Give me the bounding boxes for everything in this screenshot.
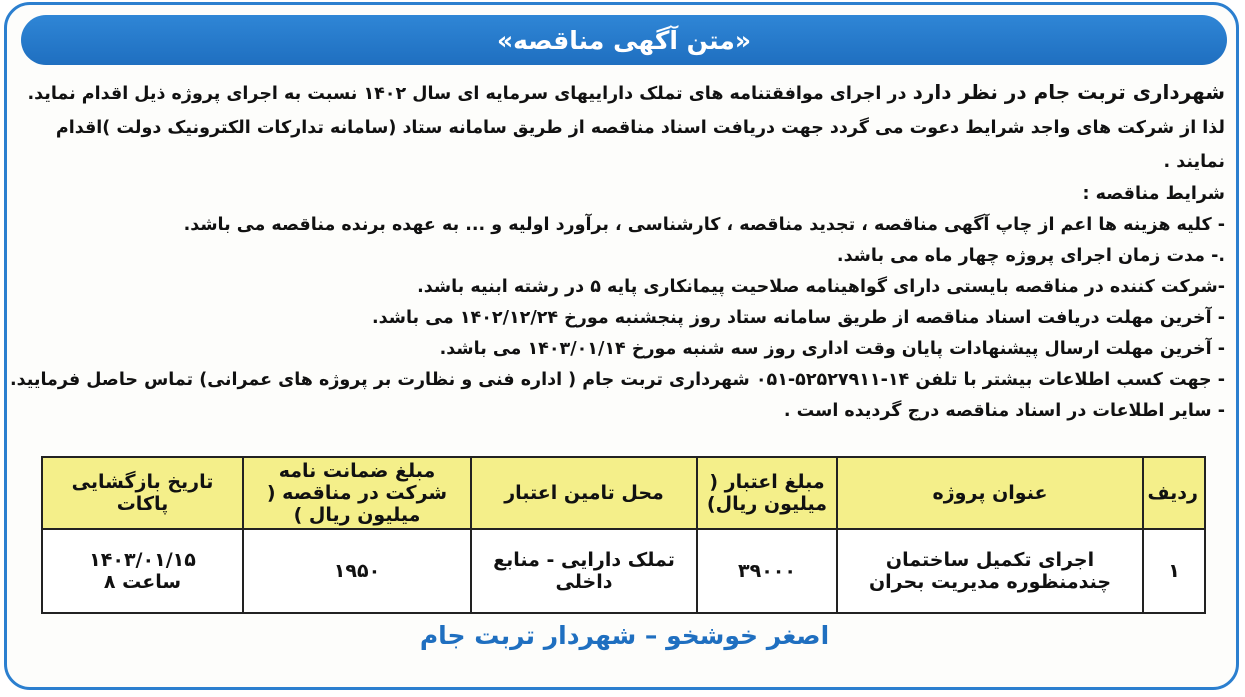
cell-credit-amount: ۳۹۰۰۰	[697, 529, 837, 613]
condition-item: - آخرین مهلت ارسال پیشنهادات پایان وقت اداری روز سه شنبه مورخ ۱۴۰۳/۰۱/۱۴ می باشد.	[439, 339, 1225, 359]
header-opening-date: تاریخ بازگشایی پاکات	[42, 457, 243, 529]
cell-guarantee-amount: ۱۹۵۰	[243, 529, 471, 613]
notice-title: «متن آگهی مناقصه»	[496, 25, 752, 55]
cell-opening-date	[42, 529, 243, 613]
notice-body	[9, 75, 1225, 427]
condition-item: - سایر اطلاعات در اسناد مناقصه درج گردیده است .	[783, 401, 1225, 421]
cell-funding-source: تملک دارایی - منابع داخلی	[471, 529, 697, 613]
cell-row-number: ۱	[1143, 529, 1205, 613]
condition-item: - آخرین مهلت دریافت اسناد مناقصه از طریق سامانه ستاد روز پنجشنبه مورخ ۱۴۰۲/۱۲/۲۴ می باشد.	[372, 308, 1225, 328]
header-project-title: عنوان پروژه	[837, 457, 1143, 529]
cell-project-title: اجرای تکمیل ساختمان چندمنظوره مدیریت بحران	[837, 529, 1143, 613]
header-credit-amount: مبلغ اعتبار ( میلیون ریال)	[697, 457, 837, 529]
conditions-heading: شرایط مناقصه :	[1082, 184, 1225, 204]
notice-frame	[4, 2, 1239, 690]
table-header-row	[42, 457, 1205, 529]
intro-text: در اجرای موافقتنامه های تملک داراییهای سرمایه ای سال ۱۴۰۲ نسبت به اجرای پروژه ذیل اقدام نماید. لذا از شرکت های واجد شرایط دعوت می گردد جهت دریافت اسناد مناقصه از طریق سامانه ستاد (سامانه تدارکات الکترونیک دولت )اقدام نمایند .	[27, 84, 1225, 172]
condition-item: .- مدت زمان اجرای پروژه چهار ماه می باشد.	[836, 246, 1225, 266]
table-row	[42, 529, 1205, 613]
intro-lead: شهرداری تربت جام در نظر دارد	[912, 80, 1225, 104]
condition-item: - کلیه هزینه ها اعم از چاپ آگهی مناقصه ، تجدید مناقصه ، کارشناسی ، برآورد اولیه و ... به عهده برنده مناقصه می باشد.	[183, 215, 1225, 235]
signature-line: اصغر خوشخو – شهردار تربت جام	[419, 621, 830, 650]
opening-time-value: ساعت ۸	[103, 571, 182, 593]
header-guarantee-amount: مبلغ ضمانت نامه شرکت در مناقصه ( میلیون ریال )	[243, 457, 471, 529]
condition-item: -شرکت کننده در مناقصه بایستی دارای گواهینامه صلاحیت پیمانکاری پایه ۵ در رشته ابنیه باشد.	[417, 277, 1225, 297]
opening-date-value: ۱۴۰۳/۰۱/۱۵	[89, 549, 196, 571]
header-funding-source: محل تامین اعتبار	[471, 457, 697, 529]
intro-paragraph	[25, 75, 1225, 179]
header-row-number: ردیف	[1143, 457, 1205, 529]
project-table	[41, 456, 1206, 614]
notice-header	[21, 15, 1227, 65]
condition-item: - جهت کسب اطلاعات بیشتر با تلفن ۱۴-۵۲۵۲۷۹۱۱-۰۵۱ شهرداری تربت جام ( اداره فنی و نظارت بر پروژه های عمرانی) تماس حاصل فرمایید.	[9, 370, 1225, 390]
